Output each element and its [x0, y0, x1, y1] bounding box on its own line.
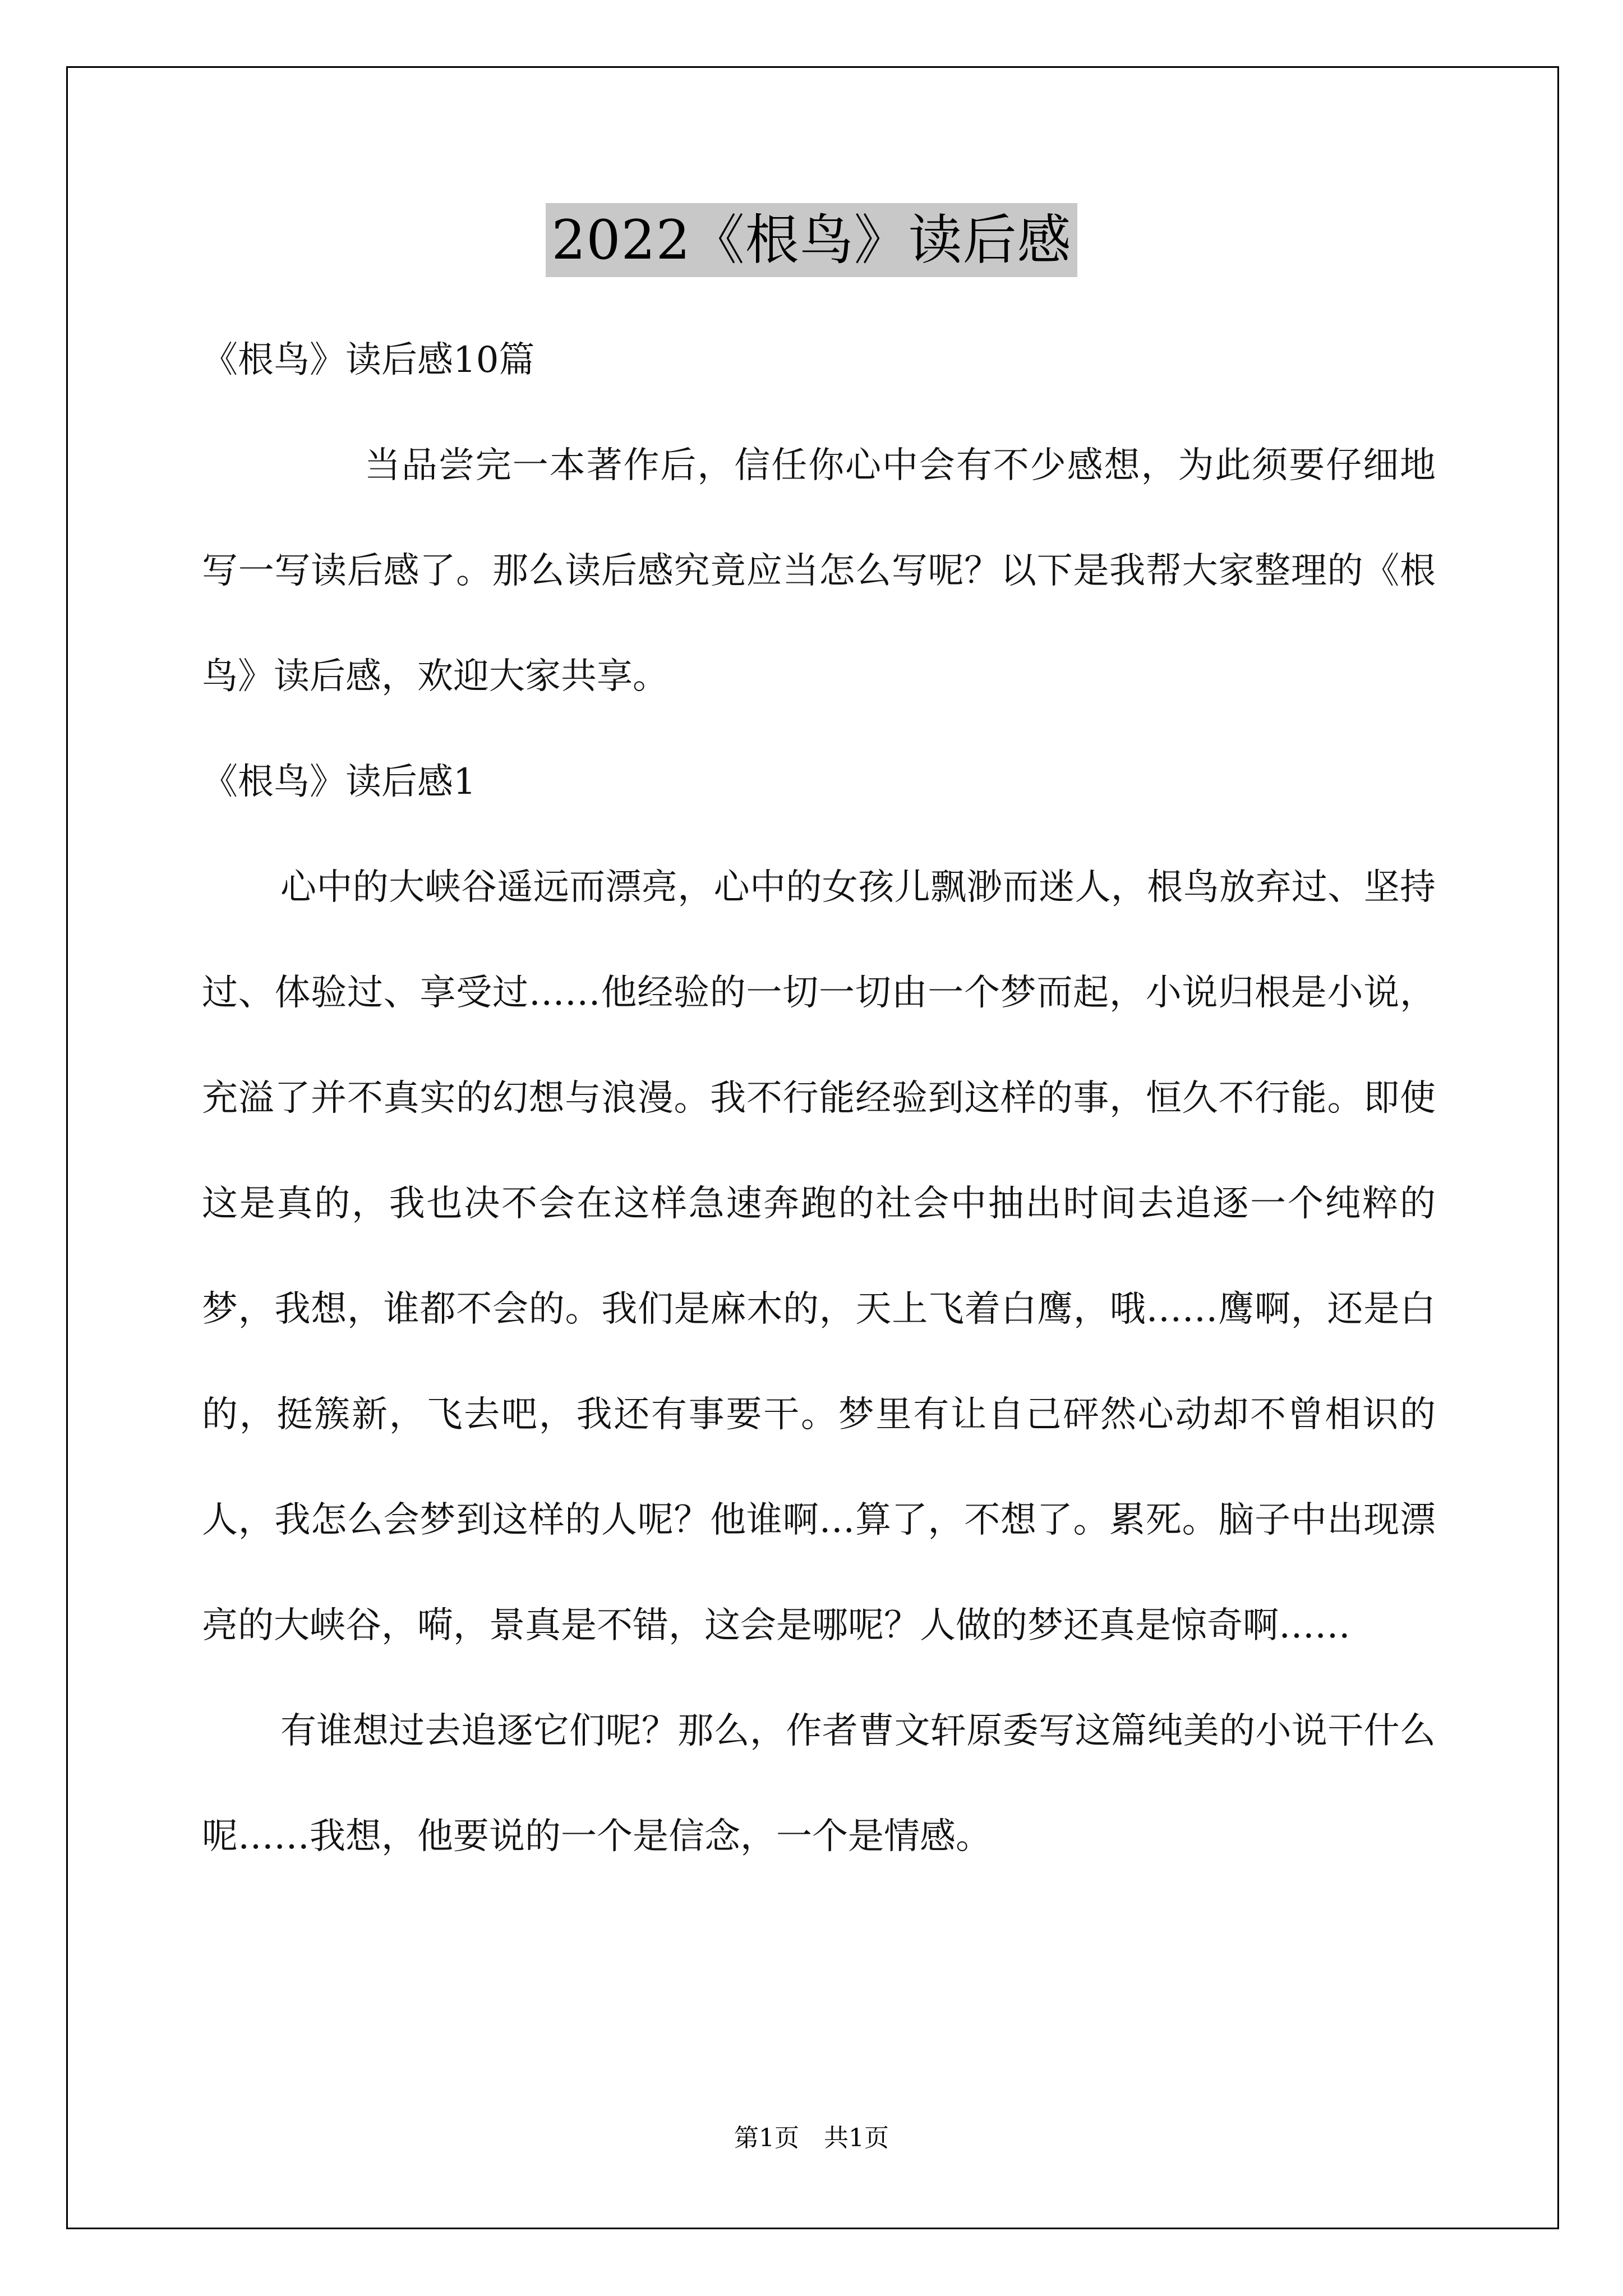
- document-body: [202, 307, 1436, 1889]
- body-paragraph: 心中的大峡谷遥远而漂亮，心中的女孩儿飘渺而迷人，根鸟放弃过、坚持过、体验过、享受过……他经验的一切一切由一个梦而起，小说归根是小说，充溢了并不真实的幻想与浪漫。我不行能经验到这样的事，恒久不行能。即使这是真的，我也决不会在这样急速奔跑的社会中抽出时间去追逐一个纯粹的梦，我想，谁都不会的。我们是麻木的，天上飞着白鹰，哦……鹰啊，还是白的，挺簇新，飞去吧，我还有事要干。梦里有让自己砰然心动却不曾相识的人，我怎么会梦到这样的人呢？他谁啊…算了，不想了。累死。脑子中出现漂亮的大峡谷，嗬，景真是不错，这会是哪呢？人做的梦还真是惊奇啊……: [202, 867, 1436, 1646]
- document-title: 2022《根鸟》读后感: [546, 203, 1077, 277]
- body-paragraph: 有谁想过去追逐它们呢？那么，作者曹文轩原委写这篇纯美的小说干什么呢……我想，他要说的一个是信念，一个是情感。: [202, 1710, 1436, 1857]
- document-subtitle: 《根鸟》读后感10篇: [202, 339, 535, 381]
- section-heading: 《根鸟》读后感1: [202, 761, 476, 803]
- intro-paragraph: 当品尝完一本著作后，信任你心中会有不少感想，为此须要仔细地写一写读后感了。那么读后感究竟应当怎么写呢？以下是我帮大家整理的《根鸟》读后感，欢迎大家共享。: [202, 445, 1436, 697]
- title-container: [0, 203, 1623, 277]
- page-footer: 第1页 共1页: [734, 2124, 889, 2152]
